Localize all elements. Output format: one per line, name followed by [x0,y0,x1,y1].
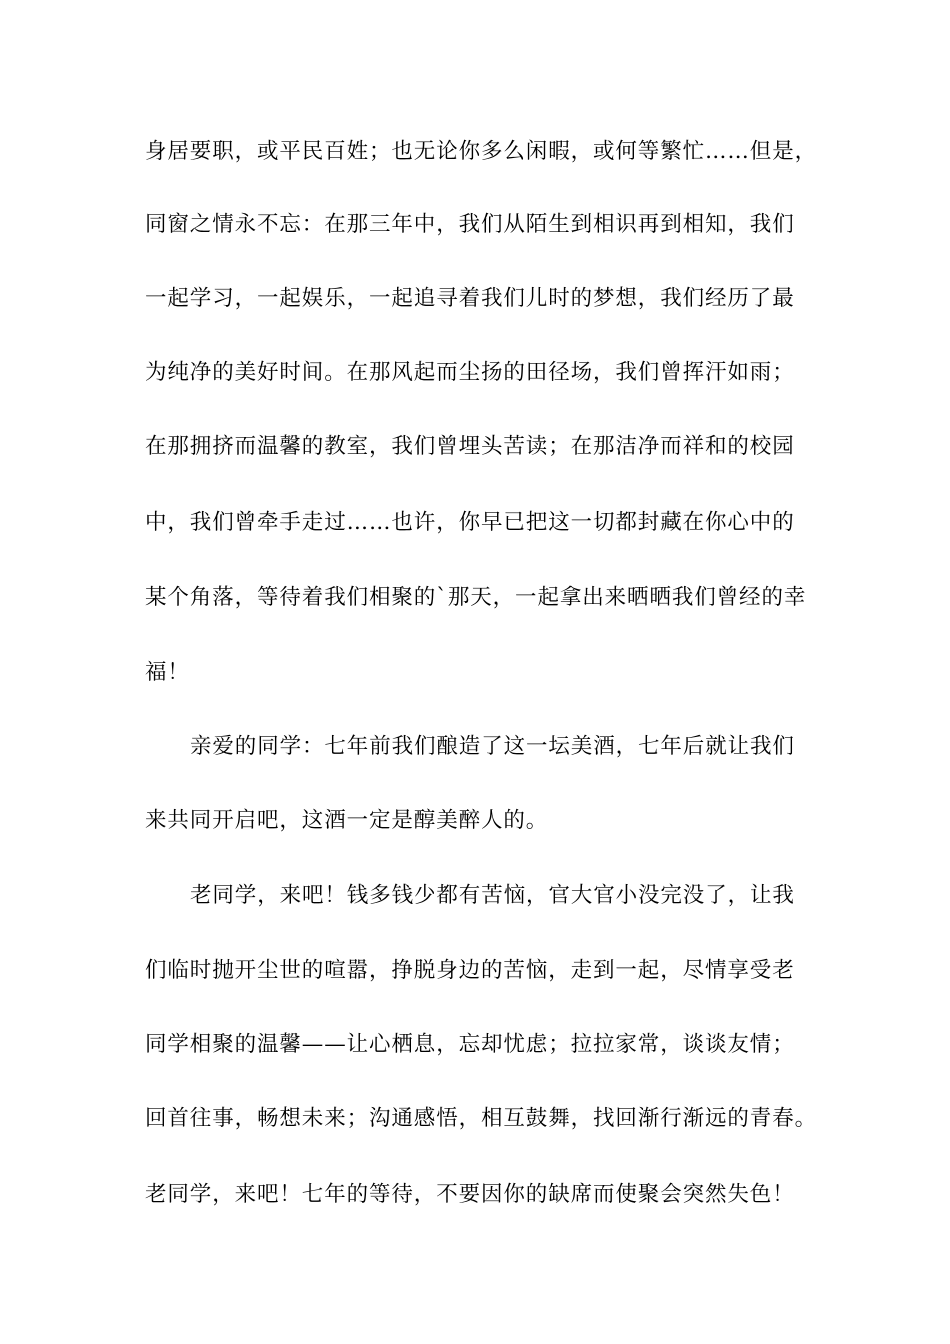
text-line: 某个角落，等待着我们相聚的`那天，一起拿出来晒晒我们曾经的幸 [145,585,807,610]
text-line: 身居要职，或平民百姓；也无论你多么闲暇，或何等繁忙……但是， [145,139,818,164]
text-line: 来共同开启吧，这酒一定是醇美醉人的。 [145,808,549,833]
text-line: 福！ [145,660,190,685]
paragraph-start-line: 老同学，来吧！钱多钱少都有苦恼，官大官小没完没了，让我 [190,883,795,908]
paragraph-start-line: 亲爱的同学：七年前我们酿造了这一坛美酒，七年后就让我们 [190,734,795,759]
text-line: 中，我们曾牵手走过……也许，你早已把这一切都封藏在你心中的 [145,510,795,535]
text-line: 老同学，来吧！七年的等待，不要因你的缺席而使聚会突然失色！ [145,1182,795,1207]
text-line: 为纯净的美好时间。在那风起而尘扬的田径场，我们曾挥汗如雨； [145,360,795,385]
text-line: 们临时抛开尘世的喧嚣，挣脱身边的苦恼，走到一起，尽情享受老 [145,958,795,983]
text-line: 在那拥挤而温馨的教室，我们曾埋头苦读；在那洁净而祥和的校园 [145,434,795,459]
text-line: 回首往事，畅想未来；沟通感悟，相互鼓舞，找回渐行渐远的青春。 [145,1106,818,1131]
text-line: 一起学习，一起娱乐，一起追寻着我们儿时的梦想，我们经历了最 [145,286,795,311]
text-line: 同学相聚的温馨——让心栖息，忘却忧虑；拉拉家常，谈谈友情； [145,1032,795,1057]
text-line: 同窗之情永不忘：在那三年中，我们从陌生到相识再到相知，我们 [145,212,795,237]
